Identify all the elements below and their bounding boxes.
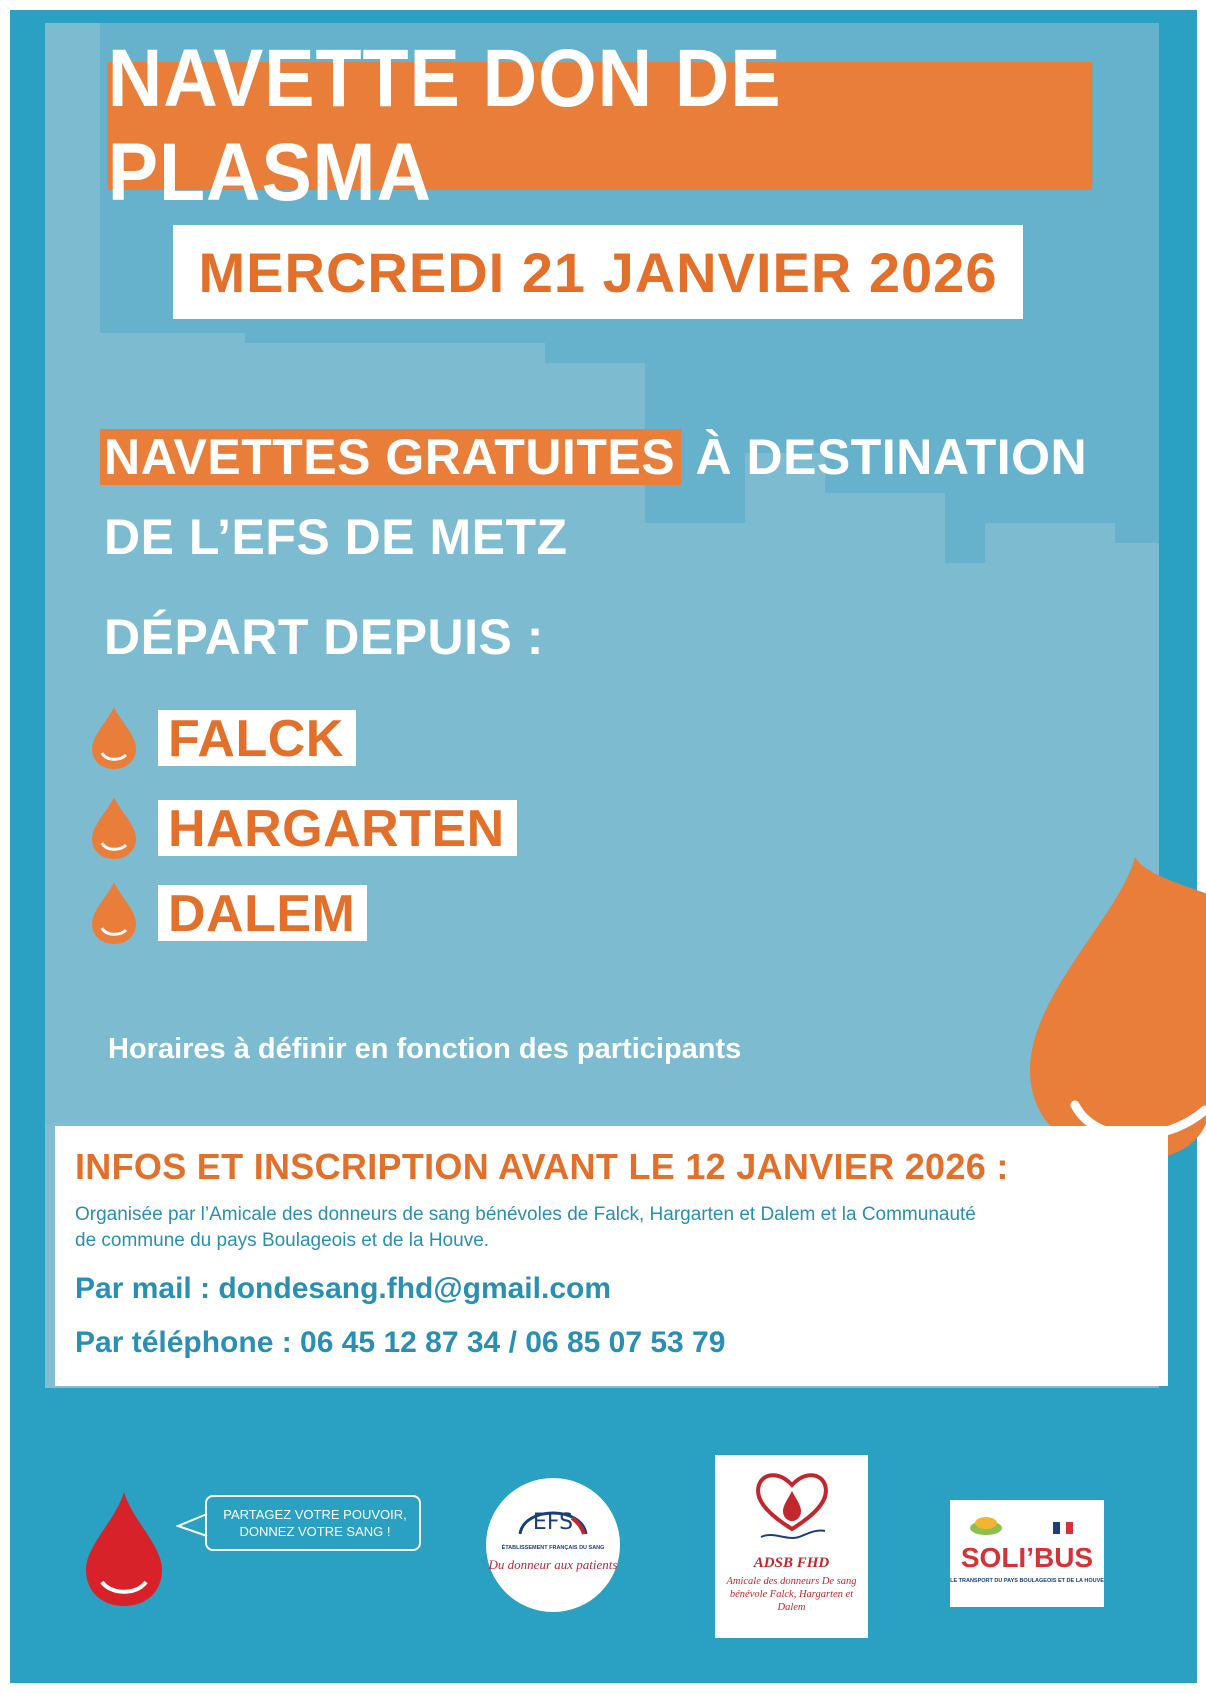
- adsb-name: ADSB FHD: [753, 1555, 830, 1571]
- info-box: [55, 1126, 1168, 1386]
- blood-drop-icon: [88, 795, 140, 861]
- headline-line2: DE L’EFS DE METZ: [104, 509, 568, 565]
- slogan-line-1: PARTAGEZ VOTRE POUVOIR,: [223, 1507, 407, 1522]
- blood-drop-logo-icon: [82, 1490, 166, 1610]
- solibus-name: SOLI’BUS: [960, 1542, 1094, 1573]
- adsb-subtitle: Amicale des donneurs De sang bénévole Falck, Hargarten et Dalem: [726, 1576, 857, 1613]
- efs-tagline: Du donneur aux patients: [488, 1557, 618, 1572]
- blood-drop-icon: [88, 705, 140, 771]
- contact-phone[interactable]: Par téléphone : 06 45 12 87 34 / 06 85 07 53 79: [75, 1326, 726, 1359]
- headline-rest: À DESTINATION: [695, 429, 1088, 485]
- large-blood-drop-icon: [1015, 855, 1206, 1165]
- town-label: FALCK: [158, 710, 356, 766]
- depart-heading: DÉPART DEPUIS :: [104, 609, 544, 665]
- solibus-leaf-icon: [968, 1514, 1004, 1536]
- town-item-falck: [88, 705, 356, 771]
- event-date: MERCREDI 21 JANVIER 2026: [173, 225, 1023, 319]
- speech-bubble-tail-icon: [176, 1510, 208, 1540]
- page-title: NAVETTE DON DE PLASMA: [108, 62, 1092, 190]
- town-item-hargarten: [88, 795, 517, 861]
- adsb-logo: [715, 1455, 868, 1638]
- town-item-dalem: [88, 880, 367, 946]
- slogan-line-2: DONNEZ VOTRE SANG !: [239, 1524, 391, 1539]
- efs-logo: [486, 1478, 620, 1612]
- heart-hand-icon: [753, 1467, 831, 1547]
- organizer-text: Organisée par l’Amicale des donneurs de sang bénévoles de Falck, Hargarten et Dalem et la Communauté de commune du pays Boulageois et de la Houve.: [75, 1204, 976, 1251]
- french-flag-icon: [1053, 1522, 1073, 1534]
- solibus-logo: [950, 1500, 1104, 1607]
- town-label: HARGARTEN: [158, 800, 517, 856]
- info-title: INFOS ET INSCRIPTION AVANT LE 12 JANVIER 2026 :: [75, 1146, 1009, 1187]
- headline-highlight: NAVETTES GRATUITES: [100, 429, 681, 485]
- blood-drop-icon: [88, 880, 140, 946]
- efs-subtitle: ÉTABLISSEMENT FRANÇAIS DU SANG: [501, 1545, 605, 1551]
- contact-email[interactable]: Par mail : dondesang.fhd@gmail.com: [75, 1272, 612, 1305]
- headline: [100, 425, 1087, 489]
- efs-name: EFS: [532, 1510, 574, 1535]
- schedule-note: Horaires à définir en fonction des participants: [108, 1033, 742, 1065]
- solibus-subtitle: LE TRANSPORT DU PAYS BOULAGEOIS ET DE LA HOUVE: [950, 1578, 1104, 1584]
- slogan-bubble: [205, 1495, 421, 1551]
- town-label: DALEM: [158, 885, 367, 941]
